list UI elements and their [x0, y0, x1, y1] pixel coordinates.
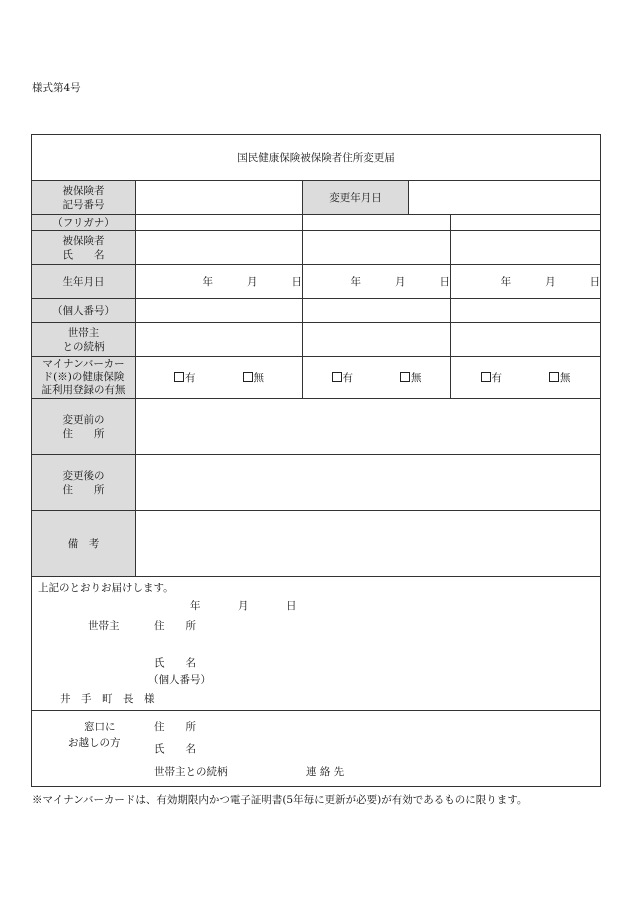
- declaration-month: 月: [238, 600, 249, 612]
- visitor-label-2: お越しの方: [68, 737, 121, 749]
- mynumber-option-1: 有 無: [136, 357, 303, 399]
- mynumber-option-3: 有 無: [451, 357, 601, 399]
- birthdate-field-3[interactable]: 年 月 日: [451, 265, 601, 299]
- relation-field-1[interactable]: [136, 323, 303, 357]
- remarks-label: 備 考: [32, 511, 136, 577]
- form-title: 国民健康保険被保険者住所変更届: [32, 135, 601, 181]
- mayor-addressee: 井 手 町 長 様: [60, 693, 155, 705]
- householder-label: 世帯主: [88, 620, 120, 632]
- householder-address-label: 住 所: [154, 620, 196, 632]
- insured-number-field[interactable]: [136, 181, 303, 215]
- furigana-label: （フリガナ）: [32, 215, 136, 231]
- address-after-label: 変更後の 住 所: [32, 455, 136, 511]
- address-before-label: 変更前の 住 所: [32, 399, 136, 455]
- birthdate-field-2[interactable]: 年 月 日: [303, 265, 451, 299]
- address-after-field[interactable]: [136, 455, 601, 511]
- remarks-field[interactable]: [136, 511, 601, 577]
- checkbox-no-3[interactable]: [549, 372, 559, 382]
- birthdate-field-1[interactable]: 年 月 日: [136, 265, 303, 299]
- visitor-name-label: 氏 名: [154, 743, 196, 755]
- checkbox-yes-2[interactable]: [332, 372, 342, 382]
- visitor-label-1: 窓口に: [84, 721, 116, 733]
- relation-field-3[interactable]: [451, 323, 601, 357]
- insured-name-field-3[interactable]: [451, 231, 601, 265]
- declaration-text: 上記のとおりお届けします。: [38, 582, 174, 594]
- declaration-day: 日: [286, 600, 297, 612]
- individual-number-field-1[interactable]: [136, 299, 303, 323]
- checkbox-no-2[interactable]: [400, 372, 410, 382]
- declaration-section: [32, 577, 601, 711]
- mynumber-option-2: 有 無: [303, 357, 451, 399]
- footnote: ※マイナンバーカードは、有効期限内かつ電子証明書(5年毎に更新が必要)が有効であるものに限ります。: [32, 794, 528, 806]
- insured-name-field-1[interactable]: [136, 231, 303, 265]
- furigana-field-3[interactable]: [451, 215, 601, 231]
- birthdate-label: 生年月日: [32, 265, 136, 299]
- insured-number-label: 被保険者 記号番号: [32, 181, 136, 215]
- individual-number-label: （個人番号）: [32, 299, 136, 323]
- individual-number-field-2[interactable]: [303, 299, 451, 323]
- visitor-contact-label: 連 絡 先: [306, 766, 345, 778]
- declaration-year: 年: [190, 600, 201, 612]
- householder-name-label: 氏 名: [154, 657, 196, 669]
- visitor-address-label: 住 所: [154, 721, 196, 733]
- form-number: 様式第4号: [32, 82, 81, 94]
- checkbox-yes-3[interactable]: [481, 372, 491, 382]
- householder-individual-number-label: （個人番号）: [148, 674, 211, 686]
- checkbox-yes-1[interactable]: [174, 372, 184, 382]
- address-before-field[interactable]: [136, 399, 601, 455]
- relation-field-2[interactable]: [303, 323, 451, 357]
- visitor-relation-label: 世帯主との続柄: [154, 766, 228, 778]
- relation-label: 世帯主 との続柄: [32, 323, 136, 357]
- furigana-field-2[interactable]: [303, 215, 451, 231]
- change-date-field[interactable]: [409, 181, 601, 215]
- visitor-section: [32, 711, 601, 787]
- change-of-address-form: [31, 134, 601, 787]
- insured-name-label: 被保険者 氏 名: [32, 231, 136, 265]
- furigana-field-1[interactable]: [136, 215, 303, 231]
- insured-name-field-2[interactable]: [303, 231, 451, 265]
- individual-number-field-3[interactable]: [451, 299, 601, 323]
- change-date-label: 変更年月日: [303, 181, 409, 215]
- mynumber-card-label: マイナンバーカー ド(※)の健康保険 証利用登録の有無: [32, 357, 136, 399]
- checkbox-no-1[interactable]: [243, 372, 253, 382]
